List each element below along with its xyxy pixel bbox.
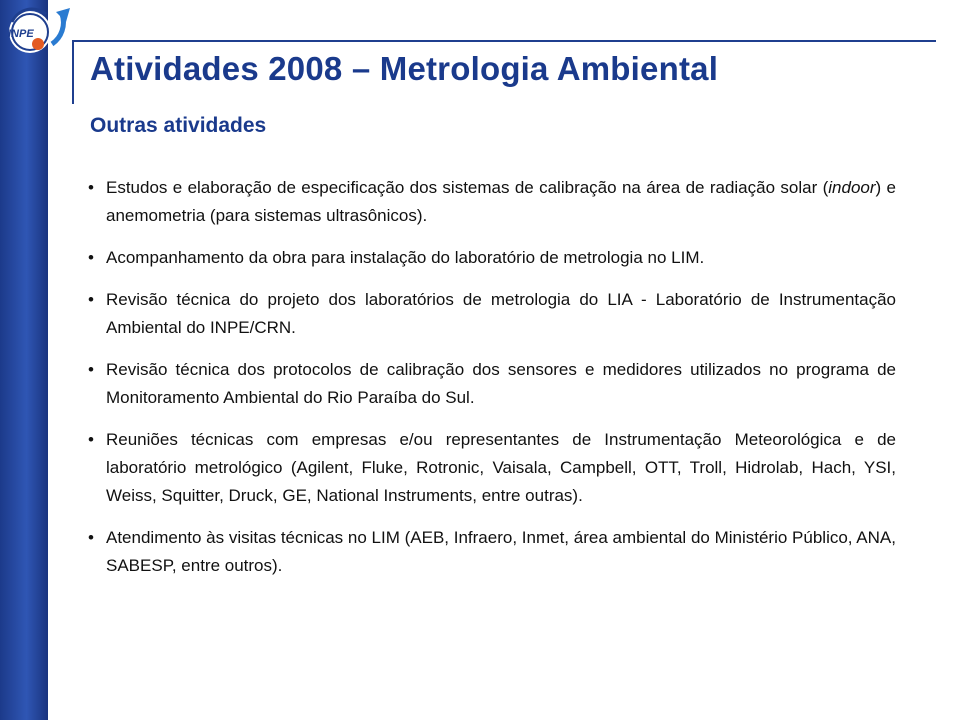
header-vertical-rule <box>72 40 74 104</box>
bullet-item-lia-review <box>88 286 896 342</box>
bullet-item-technical-meetings <box>88 426 896 510</box>
bullet-marker: • <box>88 430 94 449</box>
bullet-item-lim-construction <box>88 244 896 272</box>
bullet-item-solar-radiation <box>88 174 896 230</box>
inpe-logo-icon <box>0 0 78 66</box>
slide-title: Atividades 2008 – Metrologia Ambiental <box>90 50 719 87</box>
bullet-text: Acompanhamento da obra para instalação do laboratório de metrologia no LIM. <box>106 248 705 267</box>
bullet-marker: • <box>88 290 94 309</box>
bullet-text: Atendimento às visitas técnicas no LIM (AEB, Infraero, Inmet, área ambiental do Ministério Público, ANA, SABESP, entre outros). <box>106 528 896 575</box>
header-horizontal-rule <box>72 40 936 42</box>
bullet-item-technical-visits <box>88 524 896 580</box>
side-bar <box>0 0 48 720</box>
bullet-marker: • <box>88 528 94 547</box>
bullet-list <box>88 174 896 594</box>
bullet-text: Revisão técnica do projeto dos laboratórios de metrologia do LIA - Laboratório de Instrumentação Ambiental do INPE/CRN. <box>106 290 896 337</box>
bullet-text-after: ) e anemometria (para sistemas ultrasônicos). <box>106 178 896 225</box>
bullet-text: Reuniões técnicas com empresas e/ou representantes de Instrumentação Meteorológica e de laboratório metrológico (Agilent, Fluke, Rotronic, Vaisala, Campbell, OTT, Troll, Hidrolab, Hach, YSI, Weiss, Squitter, Druck, GE, National Instruments, entre outras). <box>106 430 896 505</box>
bullet-item-protocol-review <box>88 356 896 412</box>
bullet-text-italic: indoor <box>828 178 876 197</box>
bullet-text-before: Estudos e elaboração de especificação dos sistemas de calibração na área de radiação solar ( <box>106 178 829 197</box>
bullet-text: Revisão técnica dos protocolos de calibração dos sensores e medidores utilizados no programa de Monitoramento Ambiental do Rio Paraíba do Sul. <box>106 360 896 407</box>
bullet-marker: • <box>88 178 94 197</box>
logo-text: INPE <box>8 28 34 40</box>
bullet-marker: • <box>88 248 94 267</box>
bullet-marker: • <box>88 360 94 379</box>
slide-subtitle: Outras atividades <box>90 114 267 137</box>
